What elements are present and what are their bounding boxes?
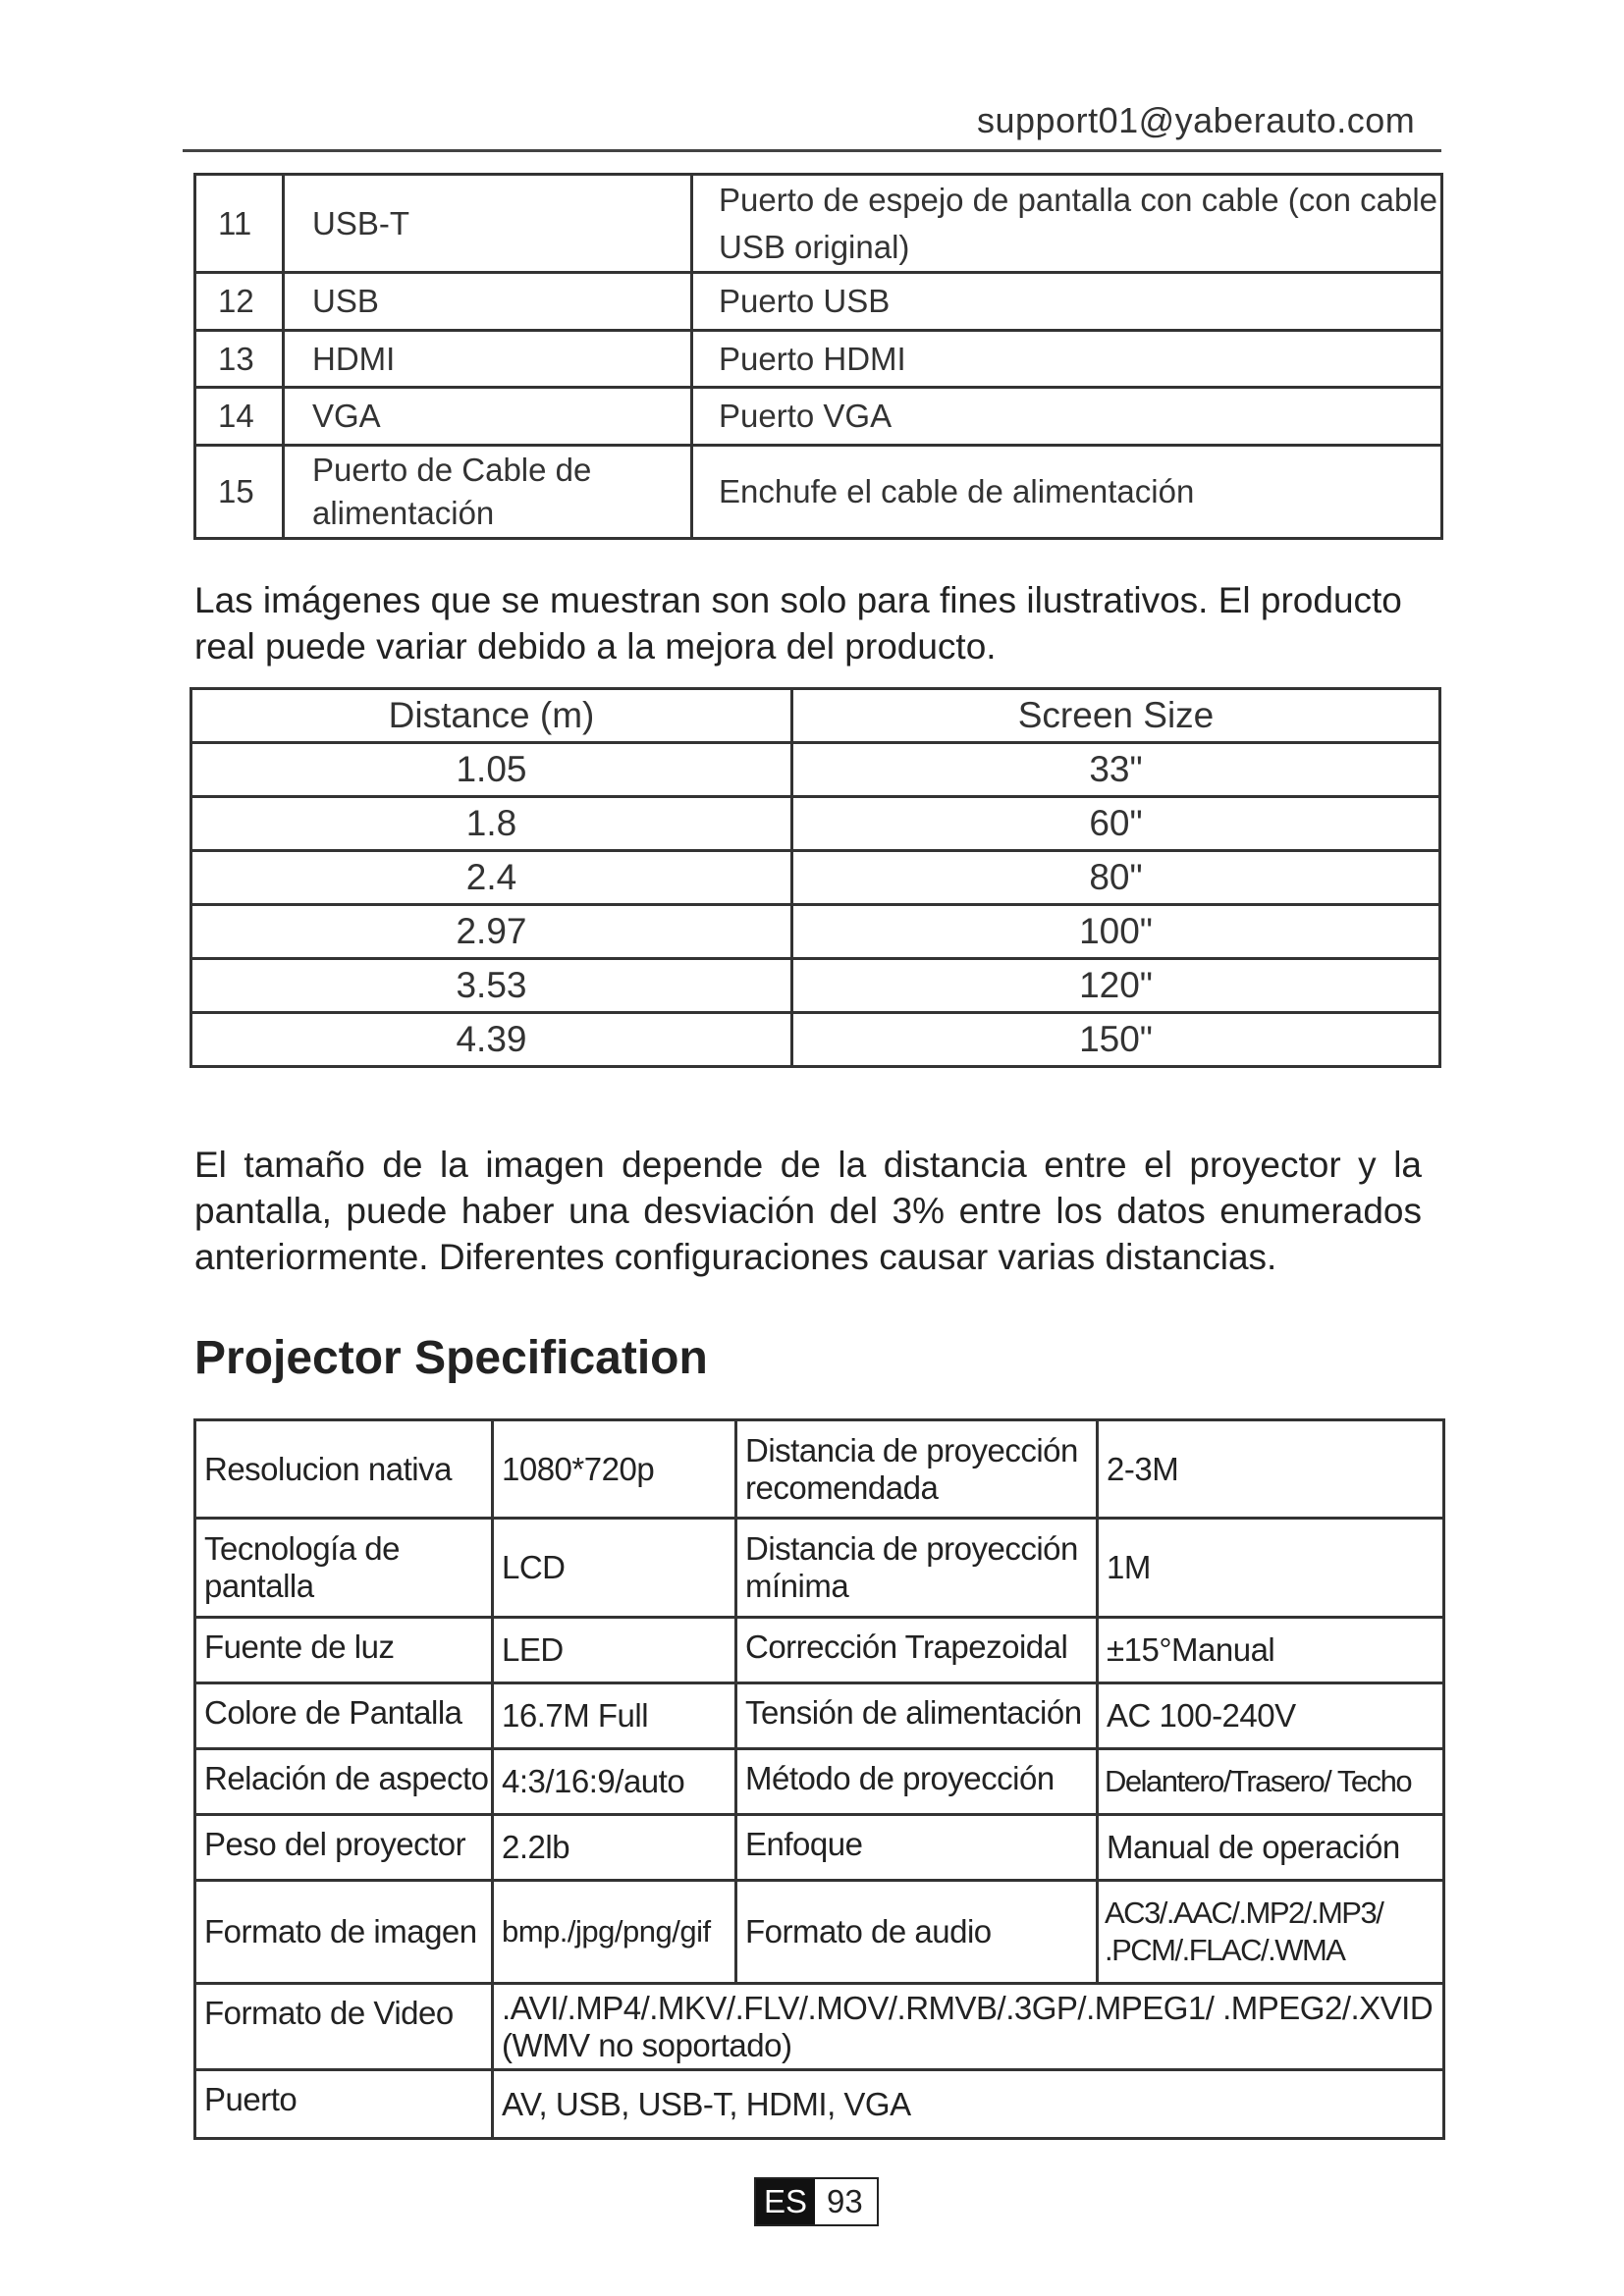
port-description: Puerto de espejo de pantalla con cable (con cable USB original) [692, 175, 1442, 273]
page-footer [754, 2177, 879, 2226]
support-email: support01@yaberauto.com [977, 100, 1416, 140]
table-row [191, 905, 1440, 959]
distance-cell: 4.39 [191, 1013, 792, 1067]
spec-label: Peso del proyector [195, 1815, 493, 1881]
port-number: 14 [195, 388, 284, 446]
spec-label: Relación de aspecto [195, 1749, 493, 1815]
table-row [191, 959, 1440, 1013]
screen-size-cell: 33" [792, 743, 1440, 797]
screen-size-cell: 120" [792, 959, 1440, 1013]
spec-value: 1M [1098, 1519, 1444, 1618]
spec-label: Método de proyección [736, 1749, 1098, 1815]
table-row [195, 2070, 1444, 2139]
port-name: USB [284, 273, 692, 331]
port-description: Puerto USB [692, 273, 1442, 331]
spec-label: Tecnología de pantalla [195, 1519, 493, 1618]
table-row [195, 331, 1442, 388]
spec-label: Fuente de luz [195, 1618, 493, 1683]
table-row [195, 1618, 1444, 1683]
spec-value: AC 100-240V [1098, 1683, 1444, 1749]
screen-size-cell: 80" [792, 851, 1440, 905]
port-number: 13 [195, 331, 284, 388]
spec-label: Distancia de proyección recomendada [736, 1420, 1098, 1519]
port-number: 12 [195, 273, 284, 331]
table-row [191, 1013, 1440, 1067]
spec-label: Corrección Trapezoidal [736, 1618, 1098, 1683]
table-row [195, 1519, 1444, 1618]
port-name: Puerto de Cable de alimentación [284, 446, 692, 539]
port-description: Puerto HDMI [692, 331, 1442, 388]
port-description: Puerto VGA [692, 388, 1442, 446]
header-rule [183, 149, 1441, 152]
page-number: 93 [827, 2183, 863, 2219]
port-name: USB-T [284, 175, 692, 273]
distance-cell: 1.05 [191, 743, 792, 797]
distance-cell: 3.53 [191, 959, 792, 1013]
spec-label: Distancia de proyección mínima [736, 1519, 1098, 1618]
table-row [195, 1683, 1444, 1749]
table-row [195, 1815, 1444, 1881]
table-row [195, 1984, 1444, 2070]
table-row [195, 1420, 1444, 1519]
spec-value: AC3/.AAC/.MP2/.MP3/ .PCM/.FLAC/.WMA [1098, 1881, 1444, 1984]
distance-cell: 1.8 [191, 797, 792, 851]
table-row [195, 388, 1442, 446]
column-header: Screen Size [792, 689, 1440, 743]
table-row [195, 1749, 1444, 1815]
table-row [195, 175, 1442, 273]
distance-cell: 2.4 [191, 851, 792, 905]
language-badge: ES [756, 2179, 815, 2224]
table-row [195, 446, 1442, 539]
ports-table [193, 173, 1443, 540]
port-number: 11 [195, 175, 284, 273]
spec-value: .AVI/.MP4/.MKV/.FLV/.MOV/.RMVB/.3GP/.MPEG1/ .MPEG2/.XVID (WMV no soportado) [493, 1984, 1444, 2070]
table-row [191, 851, 1440, 905]
spec-label: Formato de audio [736, 1881, 1098, 1984]
distance-table [189, 687, 1441, 1068]
spec-label: Enfoque [736, 1815, 1098, 1881]
distance-cell: 2.97 [191, 905, 792, 959]
port-number: 15 [195, 446, 284, 539]
table-row [195, 1881, 1444, 1984]
spec-value: 1080*720p [493, 1420, 736, 1519]
spec-label: Puerto [195, 2070, 493, 2139]
spec-value: LED [493, 1618, 736, 1683]
spec-value: Manual de operación [1098, 1815, 1444, 1881]
spec-value: 4:3/16:9/auto [493, 1749, 736, 1815]
spec-value: bmp./jpg/png/gif [493, 1881, 736, 1984]
table-row [191, 743, 1440, 797]
screen-size-cell: 100" [792, 905, 1440, 959]
spec-value: 2.2lb [493, 1815, 736, 1881]
screen-size-cell: 60" [792, 797, 1440, 851]
spec-value: LCD [493, 1519, 736, 1618]
screen-size-cell: 150" [792, 1013, 1440, 1067]
port-name: HDMI [284, 331, 692, 388]
spec-table [193, 1418, 1445, 2140]
spec-value: 2-3M [1098, 1420, 1444, 1519]
spec-value: 16.7M Full [493, 1683, 736, 1749]
spec-label: Colore de Pantalla [195, 1683, 493, 1749]
table-row [191, 797, 1440, 851]
illustration-note: Las imágenes que se muestran son solo para fines ilustrativos. El producto real puede variar debido a la mejora del producto. [194, 580, 1402, 667]
spec-label: Tensión de alimentación [736, 1683, 1098, 1749]
port-description: Enchufe el cable de alimentación [692, 446, 1442, 539]
spec-value: Delantero/Trasero/ Techo [1098, 1749, 1444, 1815]
table-header-row [191, 689, 1440, 743]
column-header: Distance (m) [191, 689, 792, 743]
spec-heading: Projector Specification [194, 1332, 708, 1384]
table-row [195, 273, 1442, 331]
distance-note: El tamaño de la imagen depende de la distancia entre el proyector y la pantalla, puede haber una desviación del 3% entre los datos enumerados anteriormente. Diferentes configuraciones causar varias distancias. [194, 1145, 1422, 1277]
spec-value: AV, USB, USB-T, HDMI, VGA [493, 2070, 1444, 2139]
spec-value: ±15°Manual [1098, 1618, 1444, 1683]
port-name: VGA [284, 388, 692, 446]
spec-label: Resolucion nativa [195, 1420, 493, 1519]
spec-label: Formato de imagen [195, 1881, 493, 1984]
spec-label: Formato de Video [195, 1984, 493, 2070]
